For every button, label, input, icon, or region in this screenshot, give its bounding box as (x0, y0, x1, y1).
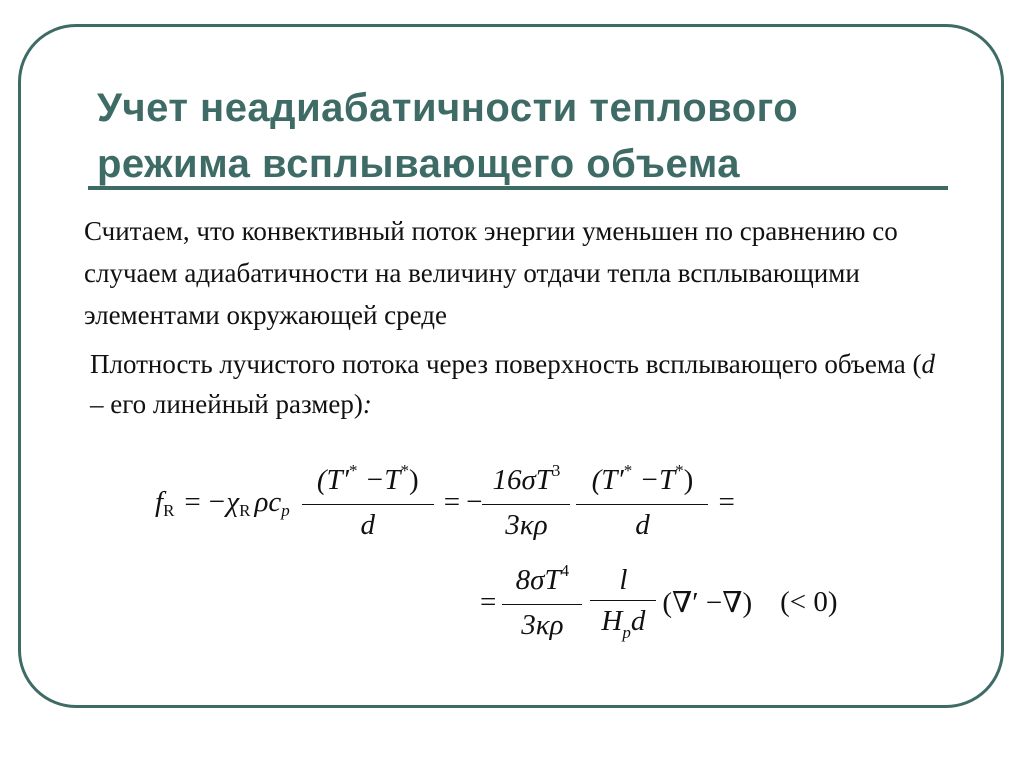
equation-line-2 (480, 560, 838, 645)
eq-frac1-open: (T′ (316, 464, 349, 496)
eq-16-sigma-T: 16σT (492, 464, 552, 496)
eq-frac-3-den: d (635, 509, 650, 541)
eq-equals-2: = (443, 486, 461, 518)
eq-sup-3: 3 (551, 461, 561, 480)
eq-frac-2-num (482, 460, 570, 505)
paragraph-convective-flux: Считаем, что конвективный поток энергии уменьшен по сравнению со случаем адиабатичности на величину отдачи тепла всплывающими элементами окружающей среде (84, 216, 898, 330)
eq-frac1-star-1: * (348, 461, 358, 480)
eq2-frac-1-num (502, 560, 582, 605)
eq-rho-c: ρc (254, 486, 282, 518)
eq-frac-1 (302, 460, 434, 545)
eq-frac1-minus-T: −T (357, 464, 401, 496)
title-line-1: Учет неадиабатичности теплового (97, 86, 799, 130)
eq-minus-chi: −χ (206, 486, 240, 518)
eq-f: f (155, 486, 164, 518)
eq-frac-2 (482, 460, 570, 545)
eq-sub-p: p (281, 500, 290, 520)
eq-frac3-star-1: * (623, 461, 633, 480)
paragraph2-text-before: Плотность лучистого потока через поверхность всплывающего объема ( (90, 349, 922, 379)
eq2-frac-2-den (590, 601, 656, 645)
eq2-equals: = (480, 586, 497, 618)
paragraph2-text-after: – его линейный размер) (90, 389, 363, 419)
eq-frac-3 (576, 460, 708, 545)
eq-equals-1: = (184, 486, 201, 518)
eq-equals-3: = (718, 486, 735, 518)
eq-sub-R-2: R (239, 500, 251, 520)
eq2-8-sigma-T: 8σT (515, 564, 561, 596)
eq-frac3-star-2: * (675, 461, 684, 480)
eq-frac1-close: ) (408, 464, 419, 496)
eq2-frac-1 (502, 560, 582, 645)
paragraph2-colon: : (362, 389, 372, 419)
equation-line-1 (155, 460, 735, 545)
eq-frac-3-num (576, 460, 708, 505)
eq-frac-1-num (302, 460, 434, 505)
eq-frac1-star-2: * (400, 461, 409, 480)
eq-frac3-close: ) (683, 464, 694, 496)
eq-minus: − (466, 486, 483, 518)
eq-frac-1-den: d (360, 509, 375, 541)
slide-title (97, 80, 957, 192)
title-underline (88, 186, 948, 190)
eq2-nabla-term: (∇′ −∇) (662, 587, 753, 619)
eq2-condition: (< 0) (780, 586, 838, 618)
eq-frac3-minus-T: −T (632, 464, 676, 496)
eq2-frac-2-num: l (590, 560, 656, 601)
eq2-d: d (630, 605, 646, 637)
paragraph2-var-d: d (921, 349, 935, 379)
paragraph-radiative-flux (90, 344, 950, 424)
eq-frac3-open: (T′ (591, 464, 624, 496)
eq-sub-R: R (163, 500, 175, 520)
eq2-H: H (601, 605, 623, 637)
eq2-frac-2 (590, 560, 656, 645)
eq2-sub-p: p (622, 623, 631, 642)
eq2-sup-4: 4 (560, 561, 570, 580)
eq-frac-2-den: 3κρ (505, 509, 548, 541)
title-line-2: режима всплывающего объема (97, 142, 741, 186)
eq2-frac-1-den: 3κρ (521, 609, 564, 641)
